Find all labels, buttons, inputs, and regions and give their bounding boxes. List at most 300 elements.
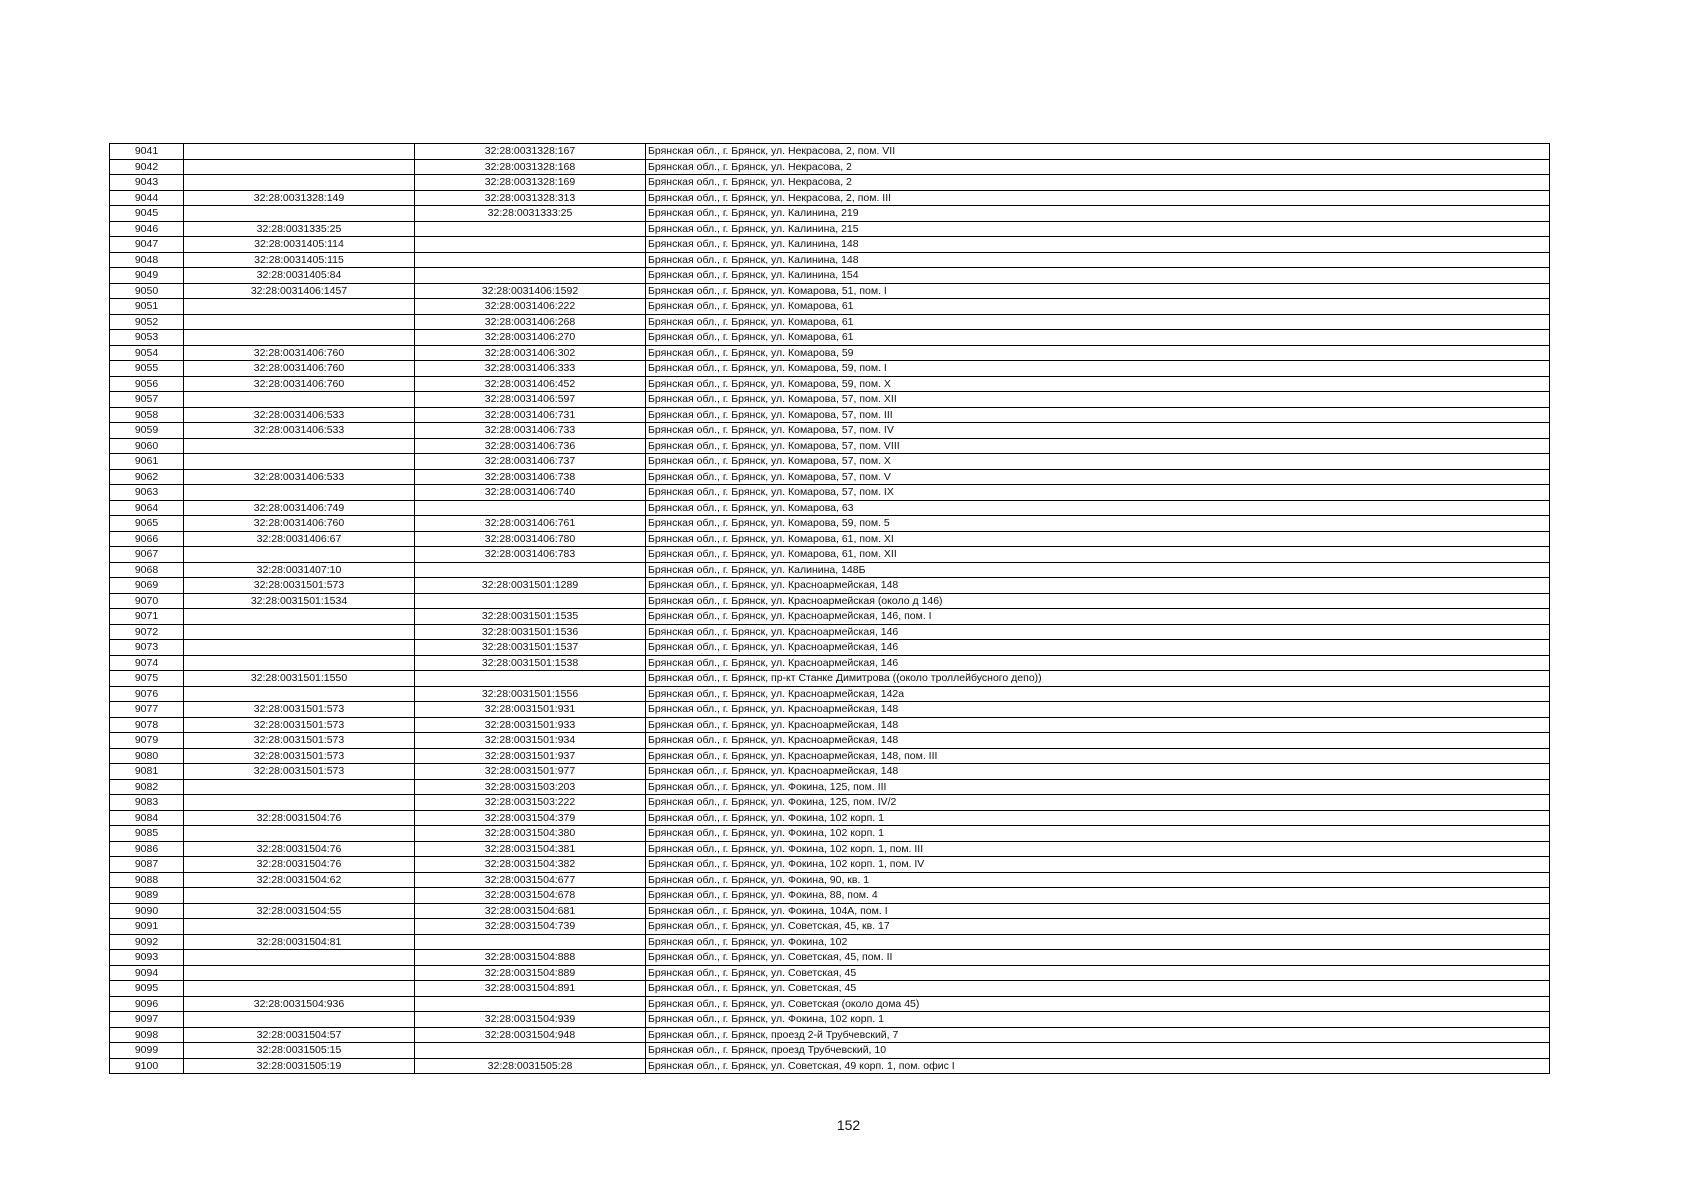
address-cell: Брянская обл., г. Брянск, ул. Красноармейская, 148 xyxy=(646,764,1550,780)
table-row xyxy=(110,1058,1550,1074)
cadastral-number-cell: 32:28:0031501:933 xyxy=(415,717,646,733)
parent-cadastral-number-cell: 32:28:0031501:573 xyxy=(184,578,415,594)
table-row xyxy=(110,764,1550,780)
row-number-cell: 9090 xyxy=(110,903,184,919)
parent-cadastral-number-cell xyxy=(184,655,415,671)
table-row xyxy=(110,175,1550,191)
table-row xyxy=(110,330,1550,346)
cadastral-number-cell: 32:28:0031504:889 xyxy=(415,965,646,981)
table-row xyxy=(110,1043,1550,1059)
address-cell: Брянская обл., г. Брянск, ул. Некрасова, 2 xyxy=(646,175,1550,191)
row-number-cell: 9046 xyxy=(110,221,184,237)
parent-cadastral-number-cell xyxy=(184,779,415,795)
row-number-cell: 9071 xyxy=(110,609,184,625)
row-number-cell: 9098 xyxy=(110,1027,184,1043)
cadastral-number-cell: 32:28:0031501:977 xyxy=(415,764,646,780)
row-number-cell: 9050 xyxy=(110,283,184,299)
parent-cadastral-number-cell xyxy=(184,609,415,625)
address-cell: Брянская обл., г. Брянск, ул. Комарова, 57, пом. X xyxy=(646,454,1550,470)
table-row xyxy=(110,717,1550,733)
address-cell: Брянская обл., г. Брянск, ул. Комарова, 57, пом. VIII xyxy=(646,438,1550,454)
address-cell: Брянская обл., г. Брянск, ул. Фокина, 102 xyxy=(646,934,1550,950)
row-number-cell: 9078 xyxy=(110,717,184,733)
cadastral-number-cell: 32:28:0031406:731 xyxy=(415,407,646,423)
table-row xyxy=(110,531,1550,547)
table-row xyxy=(110,841,1550,857)
cadastral-number-cell: 32:28:0031504:380 xyxy=(415,826,646,842)
row-number-cell: 9057 xyxy=(110,392,184,408)
address-cell: Брянская обл., г. Брянск, ул. Комарова, 59, пом. I xyxy=(646,361,1550,377)
address-cell: Брянская обл., г. Брянск, пр-кт Станке Димитрова ((около троллейбусного депо)) xyxy=(646,671,1550,687)
table-row xyxy=(110,919,1550,935)
row-number-cell: 9092 xyxy=(110,934,184,950)
table-row xyxy=(110,283,1550,299)
parent-cadastral-number-cell: 32:28:0031504:62 xyxy=(184,872,415,888)
address-cell: Брянская обл., г. Брянск, ул. Фокина, 125, пом. III xyxy=(646,779,1550,795)
address-cell: Брянская обл., г. Брянск, ул. Комарова, 61, пом. XI xyxy=(646,531,1550,547)
row-number-cell: 9083 xyxy=(110,795,184,811)
table-row xyxy=(110,237,1550,253)
parent-cadastral-number-cell: 32:28:0031406:760 xyxy=(184,361,415,377)
row-number-cell: 9079 xyxy=(110,733,184,749)
address-cell: Брянская обл., г. Брянск, ул. Калинина, 154 xyxy=(646,268,1550,284)
parent-cadastral-number-cell: 32:28:0031405:84 xyxy=(184,268,415,284)
parent-cadastral-number-cell xyxy=(184,159,415,175)
parent-cadastral-number-cell: 32:28:0031501:1550 xyxy=(184,671,415,687)
row-number-cell: 9052 xyxy=(110,314,184,330)
row-number-cell: 9048 xyxy=(110,252,184,268)
cadastral-number-cell: 32:28:0031406:737 xyxy=(415,454,646,470)
table-row xyxy=(110,438,1550,454)
address-cell: Брянская обл., г. Брянск, ул. Комарова, 57, пом. V xyxy=(646,469,1550,485)
parent-cadastral-number-cell: 32:28:0031405:114 xyxy=(184,237,415,253)
cadastral-number-cell: 32:28:0031504:891 xyxy=(415,981,646,997)
parent-cadastral-number-cell: 32:28:0031406:533 xyxy=(184,423,415,439)
parent-cadastral-number-cell: 32:28:0031406:67 xyxy=(184,531,415,547)
table-row xyxy=(110,407,1550,423)
parent-cadastral-number-cell: 32:28:0031406:749 xyxy=(184,500,415,516)
parent-cadastral-number-cell xyxy=(184,454,415,470)
row-number-cell: 9077 xyxy=(110,702,184,718)
address-cell: Брянская обл., г. Брянск, ул. Фокина, 90, кв. 1 xyxy=(646,872,1550,888)
cadastral-number-cell xyxy=(415,237,646,253)
table-row xyxy=(110,609,1550,625)
row-number-cell: 9047 xyxy=(110,237,184,253)
table-row xyxy=(110,640,1550,656)
row-number-cell: 9069 xyxy=(110,578,184,594)
cadastral-number-cell: 32:28:0031406:740 xyxy=(415,485,646,501)
cadastral-number-cell: 32:28:0031501:931 xyxy=(415,702,646,718)
address-cell: Брянская обл., г. Брянск, ул. Калинина, 148 xyxy=(646,237,1550,253)
parent-cadastral-number-cell xyxy=(184,624,415,640)
cadastral-number-cell: 32:28:0031406:783 xyxy=(415,547,646,563)
address-cell: Брянская обл., г. Брянск, ул. Комарова, 59 xyxy=(646,345,1550,361)
row-number-cell: 9093 xyxy=(110,950,184,966)
parent-cadastral-number-cell: 32:28:0031405:115 xyxy=(184,252,415,268)
cadastral-number-cell: 32:28:0031501:934 xyxy=(415,733,646,749)
address-cell: Брянская обл., г. Брянск, ул. Фокина, 104А, пом. I xyxy=(646,903,1550,919)
address-cell: Брянская обл., г. Брянск, ул. Красноармейская, 146 xyxy=(646,640,1550,656)
table-row xyxy=(110,748,1550,764)
address-cell: Брянская обл., г. Брянск, ул. Фокина, 125, пом. IV/2 xyxy=(646,795,1550,811)
parent-cadastral-number-cell: 32:28:0031504:76 xyxy=(184,810,415,826)
cadastral-number-cell xyxy=(415,221,646,237)
row-number-cell: 9054 xyxy=(110,345,184,361)
row-number-cell: 9068 xyxy=(110,562,184,578)
table-row xyxy=(110,826,1550,842)
table-row xyxy=(110,624,1550,640)
table-row xyxy=(110,469,1550,485)
table-row xyxy=(110,857,1550,873)
parent-cadastral-number-cell xyxy=(184,919,415,935)
table-row xyxy=(110,810,1550,826)
address-cell: Брянская обл., г. Брянск, проезд Трубчевский, 10 xyxy=(646,1043,1550,1059)
cadastral-number-cell: 32:28:0031406:302 xyxy=(415,345,646,361)
cadastral-number-cell xyxy=(415,996,646,1012)
address-cell: Брянская обл., г. Брянск, ул. Красноармейская, 148 xyxy=(646,702,1550,718)
row-number-cell: 9074 xyxy=(110,655,184,671)
address-cell: Брянская обл., г. Брянск, ул. Калинина, 219 xyxy=(646,206,1550,222)
table-row xyxy=(110,795,1550,811)
cadastral-number-cell: 32:28:0031504:678 xyxy=(415,888,646,904)
table-row xyxy=(110,221,1550,237)
table-row xyxy=(110,376,1550,392)
parent-cadastral-number-cell: 32:28:0031501:573 xyxy=(184,733,415,749)
parent-cadastral-number-cell xyxy=(184,965,415,981)
parent-cadastral-number-cell: 32:28:0031406:533 xyxy=(184,469,415,485)
row-number-cell: 9085 xyxy=(110,826,184,842)
cadastral-number-cell: 32:28:0031503:203 xyxy=(415,779,646,795)
row-number-cell: 9086 xyxy=(110,841,184,857)
cadastral-number-cell xyxy=(415,934,646,950)
parent-cadastral-number-cell: 32:28:0031505:19 xyxy=(184,1058,415,1074)
row-number-cell: 9053 xyxy=(110,330,184,346)
address-cell: Брянская обл., г. Брянск, ул. Калинина, 215 xyxy=(646,221,1550,237)
parent-cadastral-number-cell xyxy=(184,206,415,222)
cadastral-number-cell xyxy=(415,1043,646,1059)
table-row xyxy=(110,872,1550,888)
row-number-cell: 9063 xyxy=(110,485,184,501)
parent-cadastral-number-cell xyxy=(184,175,415,191)
address-cell: Брянская обл., г. Брянск, ул. Красноармейская, 146 xyxy=(646,624,1550,640)
address-cell: Брянская обл., г. Брянск, ул. Комарова, 57, пом. IX xyxy=(646,485,1550,501)
row-number-cell: 9060 xyxy=(110,438,184,454)
row-number-cell: 9097 xyxy=(110,1012,184,1028)
address-cell: Брянская обл., г. Брянск, ул. Красноармейская, 148, пом. III xyxy=(646,748,1550,764)
address-cell: Брянская обл., г. Брянск, ул. Калинина, 148 xyxy=(646,252,1550,268)
address-cell: Брянская обл., г. Брянск, ул. Красноармейская, 148 xyxy=(646,717,1550,733)
parent-cadastral-number-cell xyxy=(184,640,415,656)
cadastral-number-cell: 32:28:0031406:780 xyxy=(415,531,646,547)
row-number-cell: 9043 xyxy=(110,175,184,191)
row-number-cell: 9059 xyxy=(110,423,184,439)
address-cell: Брянская обл., г. Брянск, ул. Калинина, 148Б xyxy=(646,562,1550,578)
cadastral-number-cell: 32:28:0031504:681 xyxy=(415,903,646,919)
table-row xyxy=(110,671,1550,687)
row-number-cell: 9087 xyxy=(110,857,184,873)
row-number-cell: 9065 xyxy=(110,516,184,532)
cadastral-number-cell: 32:28:0031501:1536 xyxy=(415,624,646,640)
address-cell: Брянская обл., г. Брянск, ул. Фокина, 102 корп. 1 xyxy=(646,1012,1550,1028)
cadastral-number-cell: 32:28:0031328:167 xyxy=(415,144,646,160)
parent-cadastral-number-cell: 32:28:0031504:57 xyxy=(184,1027,415,1043)
parent-cadastral-number-cell xyxy=(184,686,415,702)
cadastral-number-cell: 32:28:0031406:268 xyxy=(415,314,646,330)
cadastral-number-cell xyxy=(415,562,646,578)
address-cell: Брянская обл., г. Брянск, ул. Советская (около дома 45) xyxy=(646,996,1550,1012)
row-number-cell: 9062 xyxy=(110,469,184,485)
address-cell: Брянская обл., г. Брянск, ул. Фокина, 102 корп. 1, пом. III xyxy=(646,841,1550,857)
parent-cadastral-number-cell: 32:28:0031501:573 xyxy=(184,748,415,764)
parent-cadastral-number-cell: 32:28:0031501:1534 xyxy=(184,593,415,609)
parent-cadastral-number-cell xyxy=(184,330,415,346)
row-number-cell: 9042 xyxy=(110,159,184,175)
row-number-cell: 9061 xyxy=(110,454,184,470)
parent-cadastral-number-cell xyxy=(184,314,415,330)
parent-cadastral-number-cell xyxy=(184,485,415,501)
table-row xyxy=(110,733,1550,749)
address-cell: Брянская обл., г. Брянск, ул. Комарова, 61, пом. XII xyxy=(646,547,1550,563)
cadastral-number-cell: 32:28:0031504:939 xyxy=(415,1012,646,1028)
cadastral-number-cell xyxy=(415,268,646,284)
table-row xyxy=(110,686,1550,702)
cadastral-number-cell: 32:28:0031501:1537 xyxy=(415,640,646,656)
address-cell: Брянская обл., г. Брянск, ул. Советская, 49 корп. 1, пом. офис I xyxy=(646,1058,1550,1074)
address-cell: Брянская обл., г. Брянск, ул. Комарова, 59, пом. X xyxy=(646,376,1550,392)
cadastral-number-cell: 32:28:0031406:270 xyxy=(415,330,646,346)
parent-cadastral-number-cell xyxy=(184,826,415,842)
parent-cadastral-number-cell: 32:28:0031406:1457 xyxy=(184,283,415,299)
address-cell: Брянская обл., г. Брянск, ул. Комарова, 61 xyxy=(646,299,1550,315)
address-cell: Брянская обл., г. Брянск, ул. Некрасова, 2, пом. VII xyxy=(646,144,1550,160)
cadastral-number-cell: 32:28:0031406:452 xyxy=(415,376,646,392)
address-cell: Брянская обл., г. Брянск, ул. Советская, 45, кв. 17 xyxy=(646,919,1550,935)
row-number-cell: 9073 xyxy=(110,640,184,656)
address-cell: Брянская обл., г. Брянск, ул. Комарова, 61 xyxy=(646,330,1550,346)
row-number-cell: 9051 xyxy=(110,299,184,315)
parent-cadastral-number-cell: 32:28:0031335:25 xyxy=(184,221,415,237)
address-cell: Брянская обл., г. Брянск, ул. Комарова, 51, пом. I xyxy=(646,283,1550,299)
row-number-cell: 9094 xyxy=(110,965,184,981)
address-cell: Брянская обл., г. Брянск, ул. Некрасова, 2, пом. III xyxy=(646,190,1550,206)
table-row xyxy=(110,702,1550,718)
address-cell: Брянская обл., г. Брянск, ул. Комарова, 57, пом. XII xyxy=(646,392,1550,408)
row-number-cell: 9064 xyxy=(110,500,184,516)
address-cell: Брянская обл., г. Брянск, ул. Комарова, 59, пом. 5 xyxy=(646,516,1550,532)
cadastral-number-cell: 32:28:0031504:948 xyxy=(415,1027,646,1043)
table-row xyxy=(110,144,1550,160)
table-row xyxy=(110,578,1550,594)
table-row xyxy=(110,934,1550,950)
table-row xyxy=(110,981,1550,997)
cadastral-number-cell: 32:28:0031501:1538 xyxy=(415,655,646,671)
parent-cadastral-number-cell: 32:28:0031504:936 xyxy=(184,996,415,1012)
table-row xyxy=(110,655,1550,671)
address-cell: Брянская обл., г. Брянск, проезд 2-й Трубчевский, 7 xyxy=(646,1027,1550,1043)
registry-table-body xyxy=(110,144,1550,1074)
cadastral-number-cell: 32:28:0031504:381 xyxy=(415,841,646,857)
table-row xyxy=(110,950,1550,966)
row-number-cell: 9041 xyxy=(110,144,184,160)
table-row xyxy=(110,1012,1550,1028)
cadastral-number-cell: 32:28:0031328:169 xyxy=(415,175,646,191)
cadastral-number-cell: 32:28:0031406:1592 xyxy=(415,283,646,299)
row-number-cell: 9045 xyxy=(110,206,184,222)
cadastral-number-cell: 32:28:0031504:888 xyxy=(415,950,646,966)
table-row xyxy=(110,888,1550,904)
address-cell: Брянская обл., г. Брянск, ул. Красноармейская (около д 146) xyxy=(646,593,1550,609)
row-number-cell: 9058 xyxy=(110,407,184,423)
cadastral-number-cell: 32:28:0031503:222 xyxy=(415,795,646,811)
cadastral-number-cell: 32:28:0031504:382 xyxy=(415,857,646,873)
table-row xyxy=(110,190,1550,206)
parent-cadastral-number-cell xyxy=(184,795,415,811)
address-cell: Брянская обл., г. Брянск, ул. Комарова, 63 xyxy=(646,500,1550,516)
cadastral-number-cell: 32:28:0031406:736 xyxy=(415,438,646,454)
parent-cadastral-number-cell xyxy=(184,144,415,160)
table-row xyxy=(110,392,1550,408)
table-row xyxy=(110,485,1550,501)
table-row xyxy=(110,314,1550,330)
address-cell: Брянская обл., г. Брянск, ул. Красноармейская, 142а xyxy=(646,686,1550,702)
row-number-cell: 9070 xyxy=(110,593,184,609)
page-number: 152 xyxy=(836,1117,861,1133)
row-number-cell: 9075 xyxy=(110,671,184,687)
parent-cadastral-number-cell xyxy=(184,888,415,904)
cadastral-number-cell: 32:28:0031504:739 xyxy=(415,919,646,935)
table-row xyxy=(110,299,1550,315)
cadastral-number-cell: 32:28:0031328:313 xyxy=(415,190,646,206)
parent-cadastral-number-cell: 32:28:0031406:533 xyxy=(184,407,415,423)
parent-cadastral-number-cell: 32:28:0031406:760 xyxy=(184,516,415,532)
table-row xyxy=(110,361,1550,377)
row-number-cell: 9095 xyxy=(110,981,184,997)
table-row xyxy=(110,423,1550,439)
cadastral-number-cell: 32:28:0031501:1535 xyxy=(415,609,646,625)
row-number-cell: 9082 xyxy=(110,779,184,795)
cadastral-number-cell: 32:28:0031406:738 xyxy=(415,469,646,485)
row-number-cell: 9091 xyxy=(110,919,184,935)
parent-cadastral-number-cell: 32:28:0031504:55 xyxy=(184,903,415,919)
parent-cadastral-number-cell xyxy=(184,981,415,997)
parent-cadastral-number-cell: 32:28:0031504:76 xyxy=(184,841,415,857)
cadastral-number-cell: 32:28:0031406:597 xyxy=(415,392,646,408)
address-cell: Брянская обл., г. Брянск, ул. Некрасова, 2 xyxy=(646,159,1550,175)
row-number-cell: 9055 xyxy=(110,361,184,377)
table-row xyxy=(110,903,1550,919)
cadastral-number-cell: 32:28:0031406:333 xyxy=(415,361,646,377)
parent-cadastral-number-cell: 32:28:0031501:573 xyxy=(184,717,415,733)
row-number-cell: 9089 xyxy=(110,888,184,904)
address-cell: Брянская обл., г. Брянск, ул. Фокина, 102 корп. 1 xyxy=(646,826,1550,842)
address-cell: Брянская обл., г. Брянск, ул. Советская, 45 xyxy=(646,965,1550,981)
row-number-cell: 9049 xyxy=(110,268,184,284)
row-number-cell: 9100 xyxy=(110,1058,184,1074)
address-cell: Брянская обл., г. Брянск, ул. Красноармейская, 148 xyxy=(646,578,1550,594)
address-cell: Брянская обл., г. Брянск, ул. Красноармейская, 146, пом. I xyxy=(646,609,1550,625)
cadastral-number-cell: 32:28:0031328:168 xyxy=(415,159,646,175)
registry-table xyxy=(109,143,1550,1074)
cadastral-number-cell: 32:28:0031504:379 xyxy=(415,810,646,826)
parent-cadastral-number-cell: 32:28:0031406:760 xyxy=(184,345,415,361)
cadastral-number-cell: 32:28:0031505:28 xyxy=(415,1058,646,1074)
cadastral-number-cell: 32:28:0031333:25 xyxy=(415,206,646,222)
table-row xyxy=(110,252,1550,268)
cadastral-number-cell: 32:28:0031501:937 xyxy=(415,748,646,764)
table-row xyxy=(110,500,1550,516)
table-row xyxy=(110,345,1550,361)
cadastral-number-cell xyxy=(415,500,646,516)
cadastral-number-cell xyxy=(415,593,646,609)
row-number-cell: 9081 xyxy=(110,764,184,780)
row-number-cell: 9088 xyxy=(110,872,184,888)
parent-cadastral-number-cell: 32:28:0031504:81 xyxy=(184,934,415,950)
row-number-cell: 9072 xyxy=(110,624,184,640)
row-number-cell: 9099 xyxy=(110,1043,184,1059)
address-cell: Брянская обл., г. Брянск, ул. Советская, 45, пом. II xyxy=(646,950,1550,966)
parent-cadastral-number-cell xyxy=(184,950,415,966)
parent-cadastral-number-cell xyxy=(184,299,415,315)
address-cell: Брянская обл., г. Брянск, ул. Комарова, 61 xyxy=(646,314,1550,330)
address-cell: Брянская обл., г. Брянск, ул. Красноармейская, 146 xyxy=(646,655,1550,671)
cadastral-number-cell: 32:28:0031406:222 xyxy=(415,299,646,315)
parent-cadastral-number-cell: 32:28:0031501:573 xyxy=(184,764,415,780)
cadastral-number-cell: 32:28:0031501:1289 xyxy=(415,578,646,594)
row-number-cell: 9067 xyxy=(110,547,184,563)
table-row xyxy=(110,1027,1550,1043)
parent-cadastral-number-cell xyxy=(184,438,415,454)
table-row xyxy=(110,206,1550,222)
address-cell: Брянская обл., г. Брянск, ул. Фокина, 102 корп. 1 xyxy=(646,810,1550,826)
cadastral-number-cell: 32:28:0031504:677 xyxy=(415,872,646,888)
table-row xyxy=(110,562,1550,578)
cadastral-number-cell xyxy=(415,671,646,687)
row-number-cell: 9044 xyxy=(110,190,184,206)
table-row xyxy=(110,779,1550,795)
address-cell: Брянская обл., г. Брянск, ул. Комарова, 57, пом. IV xyxy=(646,423,1550,439)
parent-cadastral-number-cell xyxy=(184,547,415,563)
row-number-cell: 9080 xyxy=(110,748,184,764)
table-row xyxy=(110,593,1550,609)
parent-cadastral-number-cell: 32:28:0031505:15 xyxy=(184,1043,415,1059)
row-number-cell: 9066 xyxy=(110,531,184,547)
row-number-cell: 9056 xyxy=(110,376,184,392)
parent-cadastral-number-cell: 32:28:0031407:10 xyxy=(184,562,415,578)
address-cell: Брянская обл., г. Брянск, ул. Комарова, 57, пом. III xyxy=(646,407,1550,423)
table-row xyxy=(110,268,1550,284)
parent-cadastral-number-cell xyxy=(184,1012,415,1028)
table-row xyxy=(110,965,1550,981)
table-row xyxy=(110,996,1550,1012)
parent-cadastral-number-cell xyxy=(184,392,415,408)
parent-cadastral-number-cell: 32:28:0031406:760 xyxy=(184,376,415,392)
address-cell: Брянская обл., г. Брянск, ул. Красноармейская, 148 xyxy=(646,733,1550,749)
table-row xyxy=(110,454,1550,470)
cadastral-number-cell xyxy=(415,252,646,268)
row-number-cell: 9076 xyxy=(110,686,184,702)
address-cell: Брянская обл., г. Брянск, ул. Советская, 45 xyxy=(646,981,1550,997)
parent-cadastral-number-cell: 32:28:0031501:573 xyxy=(184,702,415,718)
address-cell: Брянская обл., г. Брянск, ул. Фокина, 88, пом. 4 xyxy=(646,888,1550,904)
row-number-cell: 9096 xyxy=(110,996,184,1012)
address-cell: Брянская обл., г. Брянск, ул. Фокина, 102 корп. 1, пом. IV xyxy=(646,857,1550,873)
cadastral-number-cell: 32:28:0031501:1556 xyxy=(415,686,646,702)
table-row xyxy=(110,159,1550,175)
table-row xyxy=(110,547,1550,563)
row-number-cell: 9084 xyxy=(110,810,184,826)
cadastral-number-cell: 32:28:0031406:761 xyxy=(415,516,646,532)
parent-cadastral-number-cell: 32:28:0031328:149 xyxy=(184,190,415,206)
